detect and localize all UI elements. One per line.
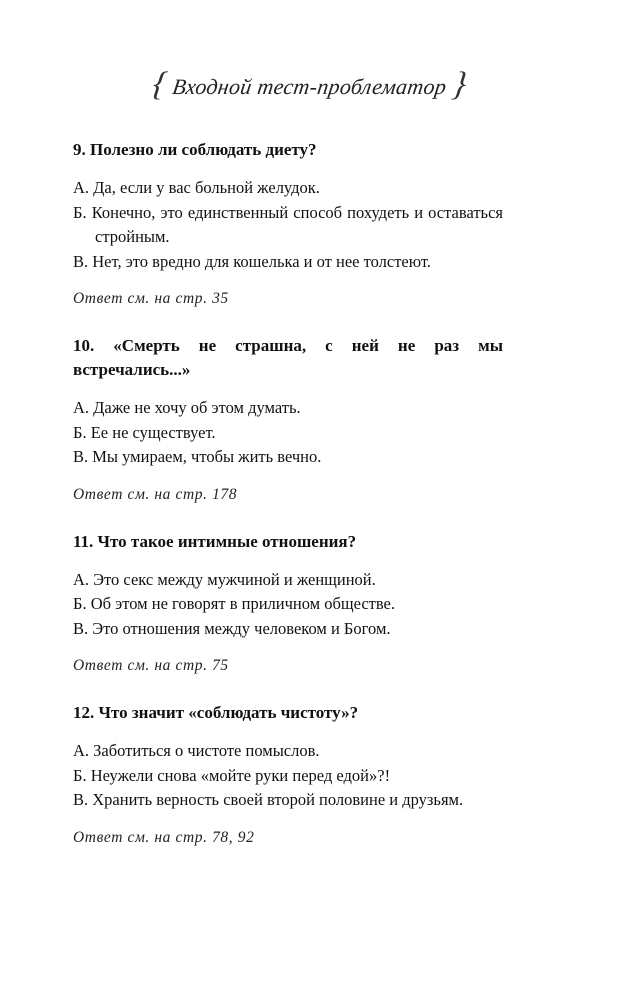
question-title: 11. Что такое интимные отношения? bbox=[73, 531, 357, 551]
header-ornament bbox=[150, 68, 468, 102]
option-a: А. Заботиться о чистоте помыслов. bbox=[73, 741, 320, 760]
left-brace-ornament: { bbox=[150, 66, 170, 103]
option-a: А. Это секс между мужчиной и женщиной. bbox=[73, 569, 376, 589]
question-12 bbox=[73, 701, 503, 849]
option-b: Б. Конечно, это единственный способ похудеть и оставаться стройным. bbox=[73, 202, 503, 246]
question-title: 10. «Смерть не страшна, с ней не раз мы встречались...» bbox=[73, 336, 503, 379]
right-brace-ornament: } bbox=[449, 66, 469, 103]
questions-list bbox=[73, 138, 503, 873]
question-10 bbox=[73, 334, 503, 506]
option-c: В. Хранить верность своей второй половине и друзьям. bbox=[73, 790, 464, 809]
answer-reference: Ответ см. на стр. 78, 92 bbox=[73, 828, 255, 846]
option-b: Б. Ее не существует. bbox=[73, 422, 216, 442]
answer-reference: Ответ см. на стр. 75 bbox=[73, 657, 229, 674]
section-header bbox=[0, 68, 619, 112]
option-a: А. Даже не хочу об этом думать. bbox=[73, 398, 301, 417]
section-title: Входной тест-проблематор bbox=[170, 74, 448, 99]
question-9 bbox=[73, 138, 503, 310]
option-a: А. Да, если у вас больной желудок. bbox=[73, 178, 320, 197]
question-title: 9. Полезно ли соблюдать диету? bbox=[73, 140, 317, 159]
answer-reference: Ответ см. на стр. 178 bbox=[73, 485, 238, 503]
option-b: Б. Неужели снова «мойте руки перед едой»?! bbox=[73, 765, 391, 785]
answer-reference: Ответ см. на стр. 35 bbox=[73, 290, 229, 307]
option-c: В. Нет, это вредно для кошелька и от нее толстеют. bbox=[73, 251, 431, 271]
option-b: Б. Об этом не говорят в приличном обществе. bbox=[73, 594, 396, 613]
question-11 bbox=[73, 530, 503, 678]
question-title: 12. Что значит «соблюдать чистоту»? bbox=[73, 703, 359, 722]
option-c: В. Мы умираем, чтобы жить вечно. bbox=[73, 447, 322, 466]
option-c: В. Это отношения между человеком и Богом. bbox=[73, 618, 391, 638]
